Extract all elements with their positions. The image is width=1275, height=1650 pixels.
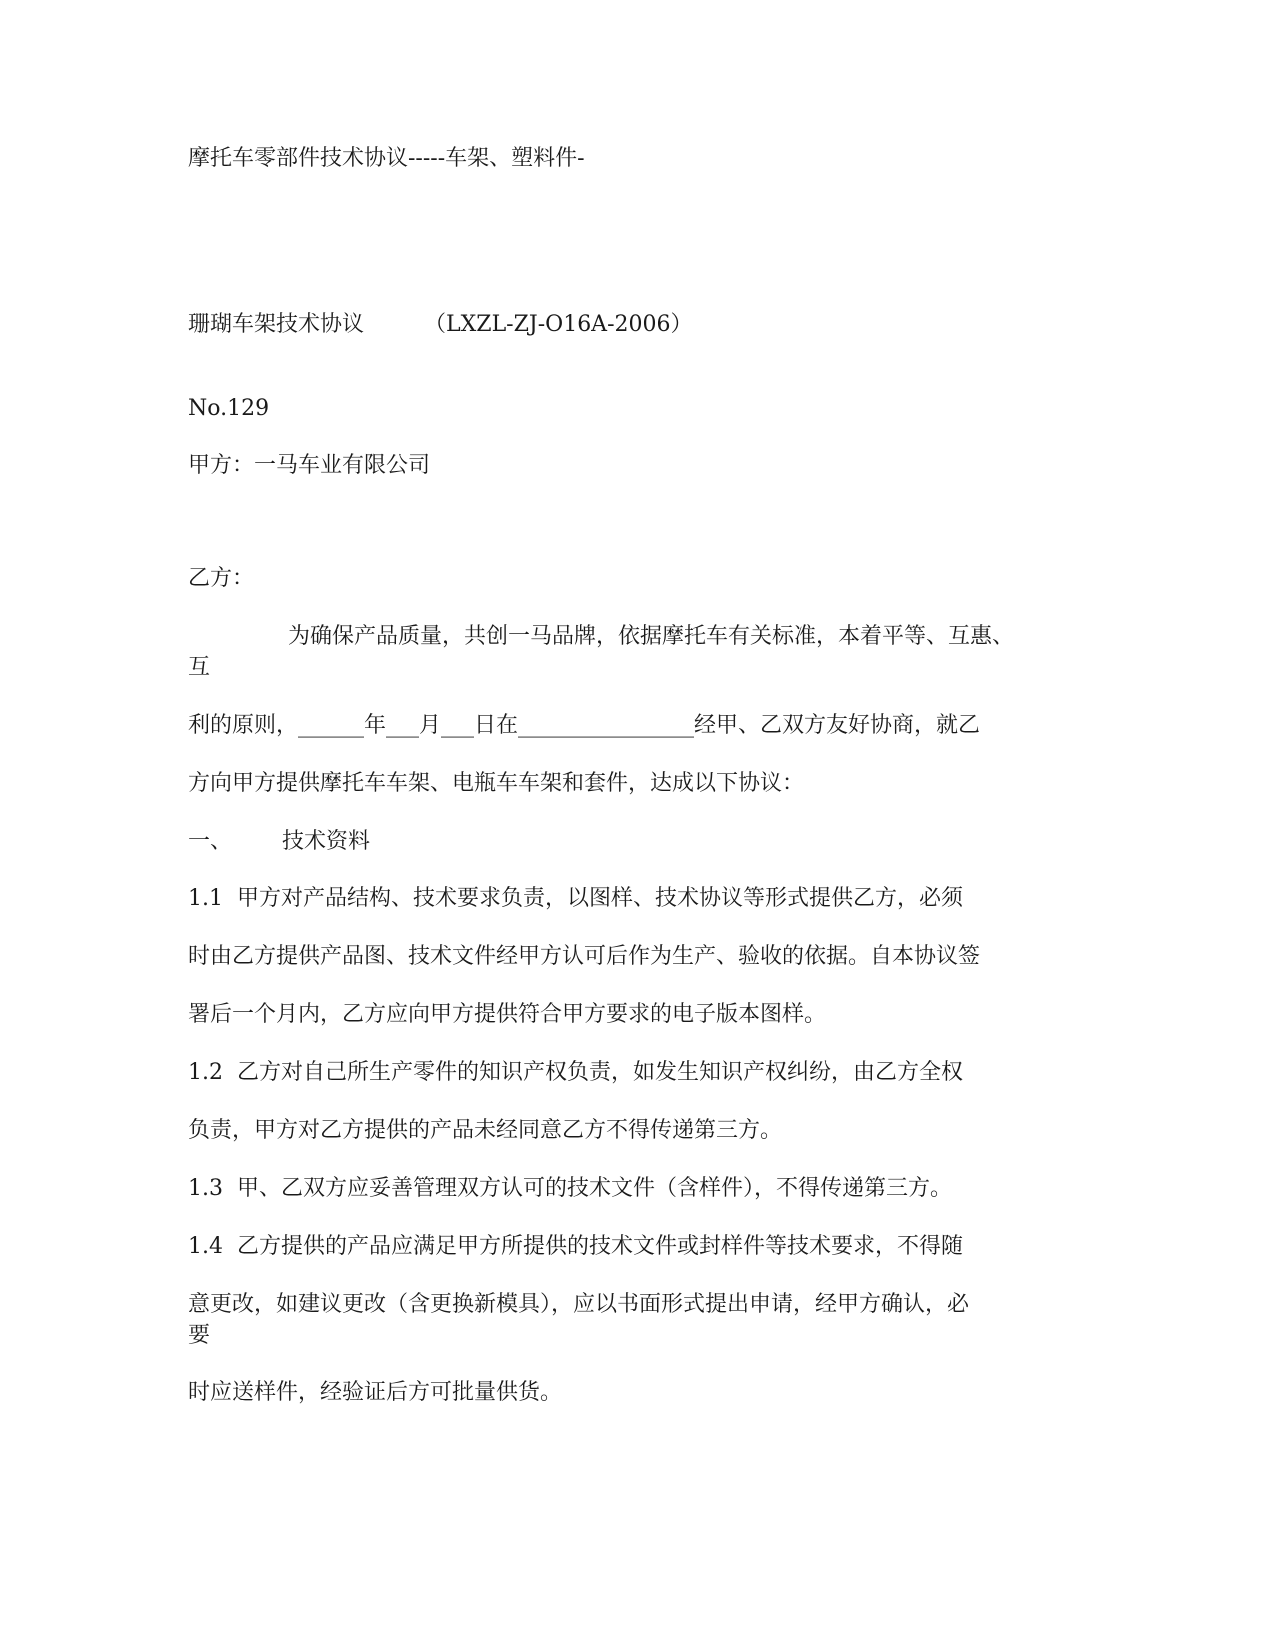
- clause-1-2-line-1: 1.2 乙方对自己所生产零件的知识产权负责，如发生知识产权纠纷，由乙方全权: [188, 1060, 963, 1085]
- intro-line-1-wrap: 互: [188, 655, 211, 680]
- party-a: 甲方：一马车业有限公司: [188, 453, 431, 478]
- clause-1-3: 1.3 甲、乙双方应妥善管理双方认可的技术文件（含样件），不得传递第三方。: [188, 1176, 952, 1201]
- section-1-number: 一、: [188, 829, 233, 854]
- intro-line-1: [188, 626, 1014, 648]
- clause-1-4-line-2-wrap: 要: [188, 1323, 211, 1348]
- document-title: 摩托车零部件技术协议-----车架、塑料件-: [188, 146, 585, 171]
- party-b: 乙方：: [188, 566, 255, 591]
- agreement-name: 珊瑚车架技术协议: [188, 312, 365, 337]
- section-1-heading: [188, 831, 370, 853]
- clause-1-4-line-1: 1.4 乙方提供的产品应满足甲方所提供的技术文件或封样件等技术要求，不得随: [188, 1234, 963, 1259]
- intro-line-3: 方向甲方提供摩托车车架、电瓶车车架和套件，达成以下协议：: [188, 771, 805, 796]
- intro-line-2: 利的原则，______年___月___日在________________经甲、乙双方友好协商，就乙: [188, 713, 981, 738]
- agreement-heading: [188, 314, 693, 336]
- clause-1-1-line-3: 署后一个月内，乙方应向甲方提供符合甲方要求的电子版本图样。: [188, 1002, 827, 1027]
- clause-1-2-line-2: 负责，甲方对乙方提供的产品未经同意乙方不得传递第三方。: [188, 1118, 783, 1143]
- clause-1-4-line-3: 时应送样件，经验证后方可批量供货。: [188, 1380, 563, 1405]
- clause-1-1-line-2: 时由乙方提供产品图、技术文件经甲方认可后作为生产、验收的依据。自本协议签: [188, 944, 981, 969]
- clause-1-1-line-1: 1.1 甲方对产品结构、技术要求负责，以图样、技术协议等形式提供乙方，必须: [188, 886, 963, 911]
- section-1-title: 技术资料: [282, 829, 371, 854]
- agreement-code: （LXZL-ZJ-O16A-2006）: [424, 312, 693, 337]
- clause-1-4-line-2: 意更改，如建议更改（含更换新模具），应以书面形式提出申请，经甲方确认，必: [188, 1292, 970, 1317]
- intro-line-1-text: 为确保产品质量，共创一马品牌，依据摩托车有关标准，本着平等、互惠、: [288, 624, 1015, 649]
- document-number: No.129: [188, 396, 270, 421]
